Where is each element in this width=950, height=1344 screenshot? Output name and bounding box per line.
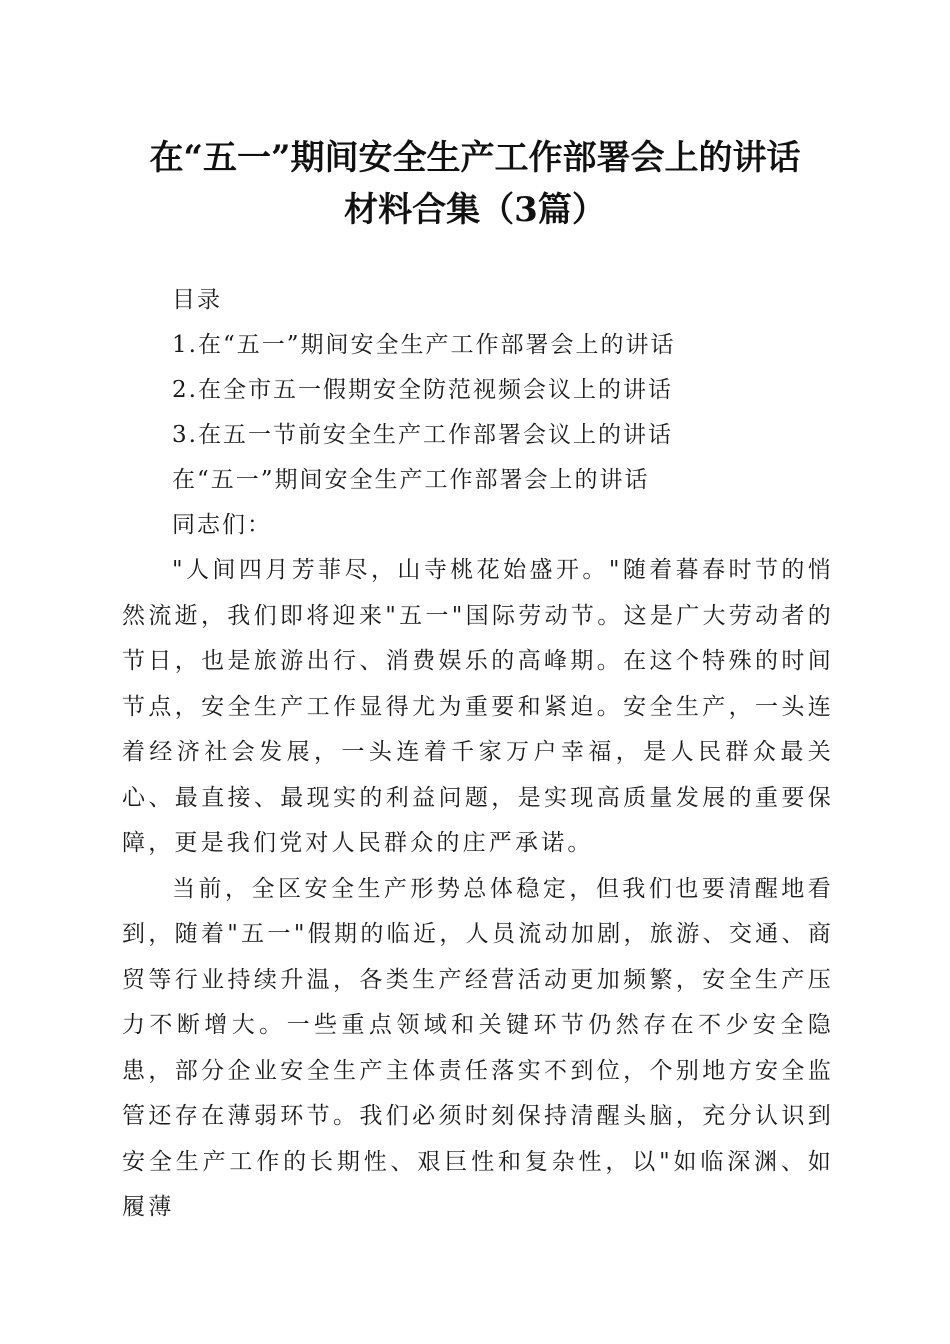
toc-item: 3.在五一节前安全生产工作部署会议上的讲话 — [172, 422, 673, 448]
toc-item: 1.在“五一”期间安全生产工作部署会上的讲话 — [172, 332, 676, 358]
body-paragraph: 当前，全区安全生产形势总体稳定，但我们也要清醒地看到，随着"五一"假期的临近，人员流动加剧，旅游、交通、商贸等行业持续升温，各类生产经营活动更加频繁，安全生产压力不断增大。一些重点领域和关键环节仍然存在不少安全隐患，部分企业安全生产主体责任落实不到位，个别地方安全监管还存在薄弱环节。我们必须时刻保持清醒头脑，充分认识到安全生产工作的长期性、艰巨性和复杂性，以"如临深渊、如履薄 — [122, 875, 834, 1220]
title-line-2: 材料合集（3篇） — [344, 190, 606, 230]
document-body — [122, 278, 834, 1231]
toc-heading: 目录 — [172, 287, 222, 313]
body-paragraph: "人间四月芳菲尽，山寺桃花始盛开。"随着暮春时节的悄然流逝，我们即将迎来"五一"国际劳动节。这是广大劳动者的节日，也是旅游出行、消费娱乐的高峰期。在这个特殊的时间节点，安全生产工作显得尤为重要和紧迫。安全生产，一头连着经济社会发展，一头连着千家万户幸福，是人民群众最关心、最直接、最现实的利益问题，是实现高质量发展的重要保障，更是我们党对人民群众的庄严承诺。 — [122, 557, 834, 856]
salutation: 同志们： — [172, 512, 272, 538]
speech-title: 在“五一”期间安全生产工作部署会上的讲话 — [172, 467, 650, 493]
toc-item: 2.在全市五一假期安全防范视频会议上的讲话 — [172, 377, 673, 403]
title-line-1: 在“五一”期间安全生产工作部署会上的讲话 — [149, 138, 801, 178]
document-title — [100, 132, 850, 236]
